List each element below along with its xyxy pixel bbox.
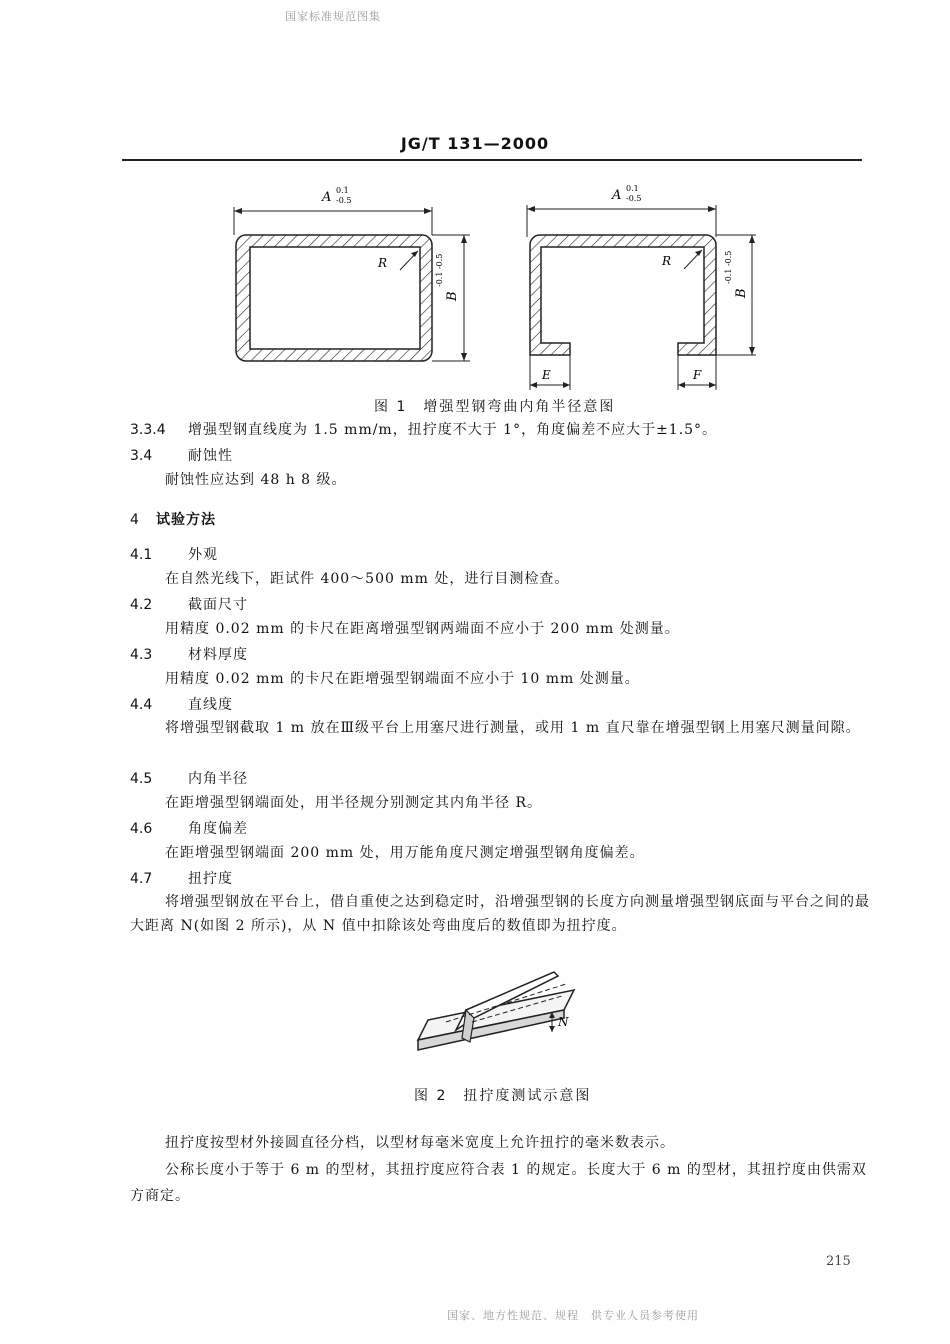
figure-1 — [200, 185, 760, 399]
dim-E: E — [542, 368, 551, 382]
closed-section — [234, 186, 470, 361]
section-3-3-4 — [130, 421, 717, 439]
dim-B-left: B — [445, 291, 460, 301]
section-title: 耐蚀性 — [188, 448, 233, 464]
section-number: 4.2 — [130, 597, 153, 613]
dim-A-left: A — [322, 190, 332, 205]
section-4-2-heading — [130, 596, 248, 614]
figure-2-drawing — [416, 960, 586, 1060]
section-4-4-heading — [130, 696, 233, 714]
closing-paragraph-1: 扭拧度按型材外接圆直径分档，以型材每毫米宽度上允许扭拧的毫米数表示。 — [165, 1135, 675, 1151]
svg-text:-0.5: -0.5 — [336, 196, 352, 205]
standard-code: JG/T 131—2000 — [400, 134, 550, 153]
svg-text:-0.5: -0.5 — [626, 194, 642, 203]
section-4-3-heading — [130, 646, 248, 664]
dim-A-right: A — [612, 188, 622, 203]
section-4-1-heading — [130, 546, 218, 564]
section-title: 角度偏差 — [188, 821, 248, 837]
section-4-7-text: 将增强型钢放在平台上，借自重使之达到稳定时，沿增强型钢的长度方向测量增强型钢底面与平台之间的最大距离 N(如图 2 所示)，从 N 值中扣除该处弯曲度后的数值即为扭拧度。 — [130, 894, 870, 934]
section-number: 4 — [130, 512, 139, 528]
section-number: 4.6 — [130, 821, 153, 837]
section-number: 3.4 — [130, 448, 153, 464]
closing-paragraph-2: 公称长度小于等于 6 m 的型材，其扭拧度应符合表 1 的规定。长度大于 6 m 的型材，其扭拧度由供需双方商定。 — [130, 1162, 867, 1204]
section-title: 扭拧度 — [188, 871, 233, 887]
section-4-5-heading — [130, 770, 248, 788]
section-4-5-text: 在距增强型钢端面处，用半径规分别测定其内角半径 R。 — [165, 795, 542, 811]
section-4-3-text: 用精度 0.02 mm 的卡尺在距增强型钢端面不应小于 10 mm 处测量。 — [165, 671, 640, 687]
figure-1-drawing — [200, 185, 760, 395]
section-3-4-text: 耐蚀性应达到 48 h 8 级。 — [165, 472, 347, 488]
section-4-7-heading — [130, 870, 233, 888]
section-number: 4.4 — [130, 697, 153, 713]
open-section — [527, 185, 756, 390]
svg-text:-0.1 -0.5: -0.1 -0.5 — [435, 253, 444, 287]
figure-2 — [416, 960, 586, 1064]
section-title: 材料厚度 — [188, 647, 248, 663]
svg-text:0.1: 0.1 — [626, 185, 639, 193]
svg-text:-0.1 -0.5: -0.1 -0.5 — [724, 250, 733, 284]
watermark-top: 国家标准规范图集 — [285, 10, 381, 23]
section-number: 4.7 — [130, 871, 153, 887]
label-R-right: R — [662, 254, 672, 268]
section-4-1-text: 在自然光线下，距试件 400～500 mm 处，进行目测检查。 — [165, 571, 570, 587]
section-4-6-text: 在距增强型钢端面 200 mm 处，用万能角度尺测定增强型钢角度偏差。 — [165, 845, 645, 861]
section-4-6-heading — [130, 820, 248, 838]
section-number: 4.3 — [130, 647, 153, 663]
figure-2-caption: 图 2 扭拧度测试示意图 — [414, 1088, 592, 1104]
section-number: 4.5 — [130, 771, 153, 787]
section-4-4-text: 将增强型钢截取 1 m 放在Ⅲ级平台上用塞尺进行测量，或用 1 m 直尺靠在增强型钢上用塞尺测量间隙。 — [165, 720, 861, 736]
section-4-2-text: 用精度 0.02 mm 的卡尺在距离增强型钢两端面不应小于 200 mm 处测量。 — [165, 621, 680, 637]
section-4-heading — [130, 511, 216, 529]
page-number: 215 — [826, 1254, 851, 1269]
section-title: 内角半径 — [188, 771, 248, 787]
dim-F: F — [693, 368, 702, 382]
label-R-left: R — [378, 256, 388, 270]
dim-B-right: B — [734, 288, 749, 298]
svg-text:0.1: 0.1 — [336, 186, 349, 195]
section-title: 截面尺寸 — [188, 597, 248, 613]
section-number: 3.3.4 — [130, 422, 166, 438]
watermark-bottom: 国家、地方性规范、规程 供专业人员参考使用 — [447, 1309, 699, 1322]
figure-1-caption: 图 1 增强型钢弯曲内角半径意图 — [374, 399, 616, 415]
label-N: N — [558, 1015, 569, 1029]
section-number: 4.1 — [130, 547, 153, 563]
section-title: 直线度 — [188, 697, 233, 713]
section-title: 外观 — [188, 547, 218, 563]
section-title: 试验方法 — [156, 512, 216, 528]
section-text: 增强型钢直线度为 1.5 mm/m，扭拧度不大于 1°，角度偏差不应大于±1.5°。 — [188, 422, 718, 438]
header-rule — [122, 159, 862, 161]
section-3-4-heading — [130, 447, 233, 465]
